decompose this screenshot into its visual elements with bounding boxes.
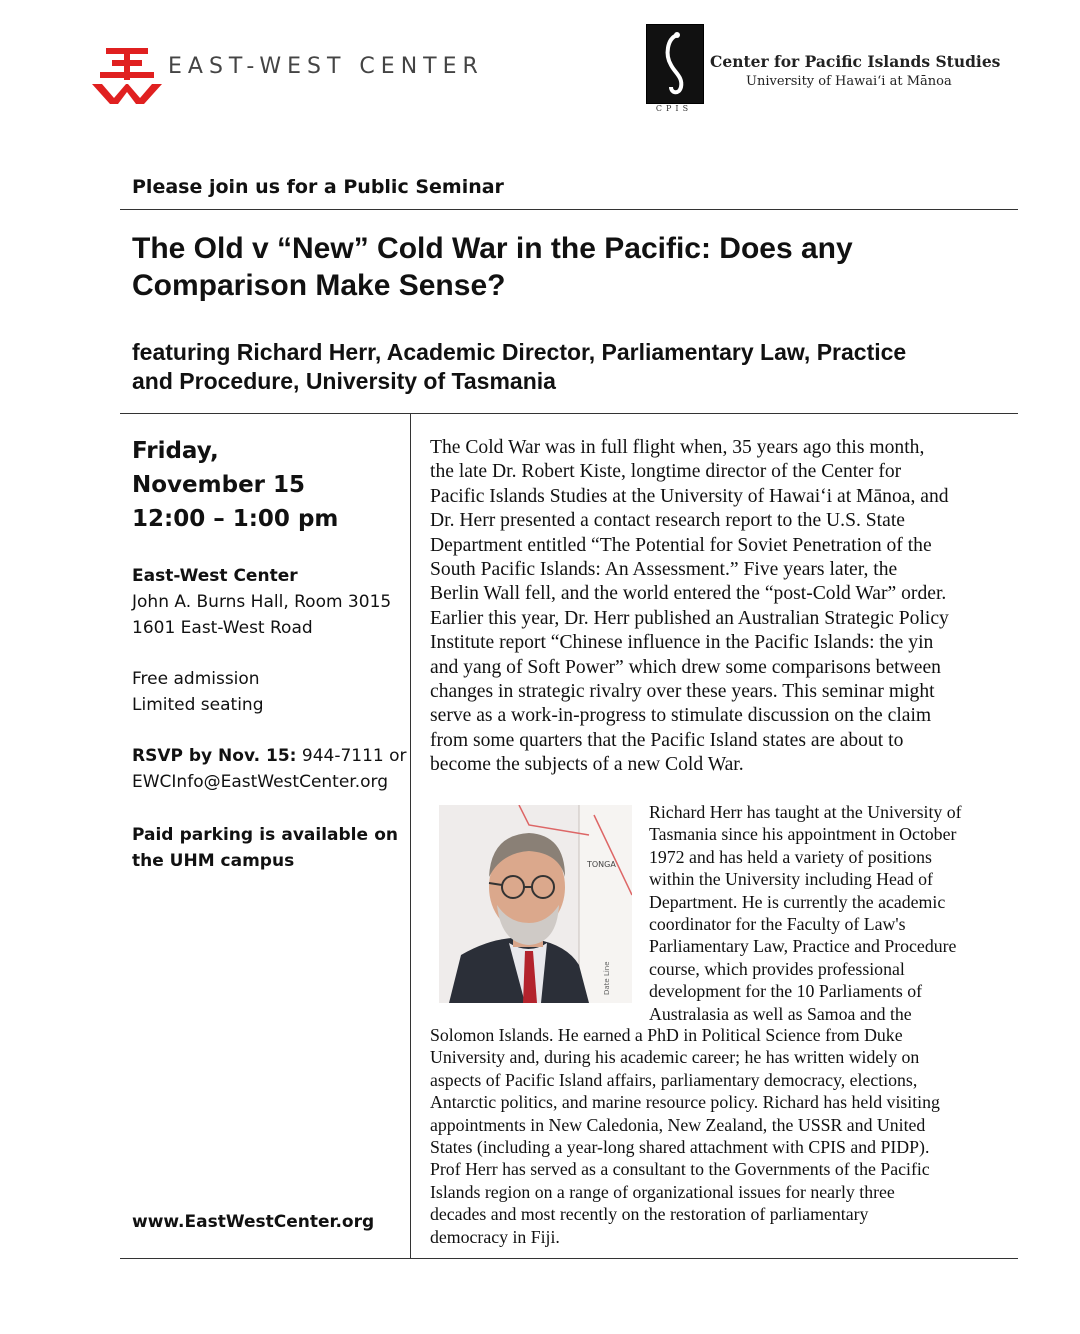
cpis-subtitle: University of Hawai‘i at Mānoa: [746, 74, 952, 89]
bio-line: coordinator for the Faculty of Law's: [649, 914, 906, 935]
bio-line: course, which provides professional: [649, 958, 905, 979]
bio-line: 1972 and has held a variety of positions: [649, 846, 932, 867]
east-west-center-name: EAST-WEST CENTER: [168, 54, 484, 79]
bio-line: University and, during his academic career; he has written widely on: [430, 1047, 920, 1068]
seminar-abstract: [430, 436, 1000, 778]
abstract-line: the late Dr. Robert Kiste, longtime director of the Center for: [430, 461, 902, 483]
abstract-line: Department entitled “The Potential for Soviet Penetration of the: [430, 534, 932, 556]
bio-line: Department. He is currently the academic: [649, 891, 946, 912]
bio-line: Prof Herr has served as a consultant to the Governments of the Pacific: [430, 1159, 930, 1180]
featuring-line: and Procedure, University of Tasmania: [132, 368, 556, 394]
event-date: November 15: [132, 472, 306, 498]
rsvp-phone: 944-7111 or: [296, 746, 407, 766]
bio-line: decades and most recently on the restoration of parliamentary: [430, 1204, 869, 1225]
bio-line: development for the 10 Parliaments of: [649, 981, 923, 1002]
abstract-line: serve as a work-in-progress to stimulate discussion on the claim: [430, 705, 932, 727]
bio-line: Solomon Islands. He earned a PhD in Political Science from Duke: [430, 1025, 903, 1045]
featuring-line: featuring Richard Herr, Academic Director, Parliamentary Law, Practice: [132, 339, 907, 365]
speaker-bio-full: [430, 1024, 1000, 1248]
bio-line: Islands region on a range of organizational issues for nearly three: [430, 1181, 895, 1202]
title-line: Comparison Make Sense?: [132, 269, 506, 302]
bio-line: Richard Herr has taught at the University of: [649, 802, 962, 822]
abstract-line: Dr. Herr presented a contact research report to the U.S. State: [430, 510, 905, 532]
abstract-line: Institute report “Chinese influence in the Pacific Islands: the yin: [430, 632, 934, 654]
rsvp-email: EWCInfo@EastWestCenter.org: [132, 772, 389, 792]
map-label-tonga: TONGA: [587, 860, 616, 869]
column-divider: [410, 414, 411, 1259]
bio-line: Australasia as well as Samoa and the: [649, 1003, 912, 1024]
abstract-line: from some quarters that the Pacific Island states are about to: [430, 729, 904, 751]
bio-line: Parliamentary Law, Practice and Procedure: [649, 936, 957, 957]
bio-line: aspects of Pacific Island affairs, parliamentary democracy, elections,: [430, 1069, 918, 1090]
venue-room: John A. Burns Hall, Room 3015: [132, 592, 392, 612]
bio-line: States (including a year-long shared attachment with CPIS and PIDP).: [430, 1137, 930, 1158]
divider-top: [120, 209, 1018, 210]
abstract-line: become the subjects of a new Cold War.: [430, 754, 744, 776]
speaker-bio-side: [649, 801, 999, 1025]
east-west-center-logo: [92, 44, 162, 104]
speaker-featuring: [132, 338, 998, 396]
cpis-logo: [646, 24, 702, 113]
cpis-letters: CPIS: [655, 104, 693, 113]
bio-line: Tasmania since his appointment in October: [649, 824, 957, 845]
bio-line: democracy in Fiji.: [430, 1226, 560, 1247]
speaker-photo: [439, 805, 632, 1003]
seminar-title: [132, 230, 992, 304]
bio-line: within the University including Head of: [649, 869, 933, 890]
rsvp-label: RSVP by Nov. 15:: [132, 746, 297, 766]
abstract-line: Earlier this year, Dr. Herr published an Australian Strategic Policy: [430, 607, 949, 629]
venue-address: 1601 East-West Road: [132, 618, 313, 638]
abstract-line: Pacific Islands Studies at the University of Hawai‘i at Mānoa, and: [430, 485, 949, 507]
admission-info: Free admission: [132, 669, 260, 689]
event-day: Friday,: [132, 438, 219, 464]
abstract-line: changes in strategic rivalry over these years. This seminar might: [430, 681, 935, 703]
invitation-text: Please join us for a Public Seminar: [132, 176, 504, 198]
bio-line: Antarctic politics, and marine resource policy. Richard has held visiting: [430, 1092, 940, 1113]
divider-bottom: [120, 1258, 1018, 1259]
abstract-line: Berlin Wall fell, and the world entered the “post-Cold War” order.: [430, 583, 947, 605]
event-time: 12:00 – 1:00 pm: [132, 506, 339, 532]
bio-line: appointments in New Caledonia, New Zealand, the USSR and United: [430, 1114, 926, 1135]
abstract-line: South Pacific Islands: An Assessment.” Five years later, the: [430, 559, 898, 581]
rsvp-info: [132, 746, 407, 766]
seating-info: Limited seating: [132, 695, 264, 715]
website-link[interactable]: www.EastWestCenter.org: [132, 1212, 375, 1232]
divider-middle: [120, 413, 1018, 414]
venue-name: East-West Center: [132, 566, 298, 586]
title-line: The Old v “New” Cold War in the Pacific: Does any: [132, 232, 853, 265]
abstract-line: and yang of Soft Power” which drew some comparisons between: [430, 656, 941, 678]
parking-info: Paid parking is available on the UHM campus: [132, 825, 398, 871]
map-label-dateline: Date Line: [603, 961, 611, 995]
cpis-hook-icon: [646, 24, 704, 104]
cpis-title: Center for Pacific Islands Studies: [710, 52, 1001, 71]
abstract-line: The Cold War was in full flight when, 35 years ago this month,: [430, 437, 925, 458]
